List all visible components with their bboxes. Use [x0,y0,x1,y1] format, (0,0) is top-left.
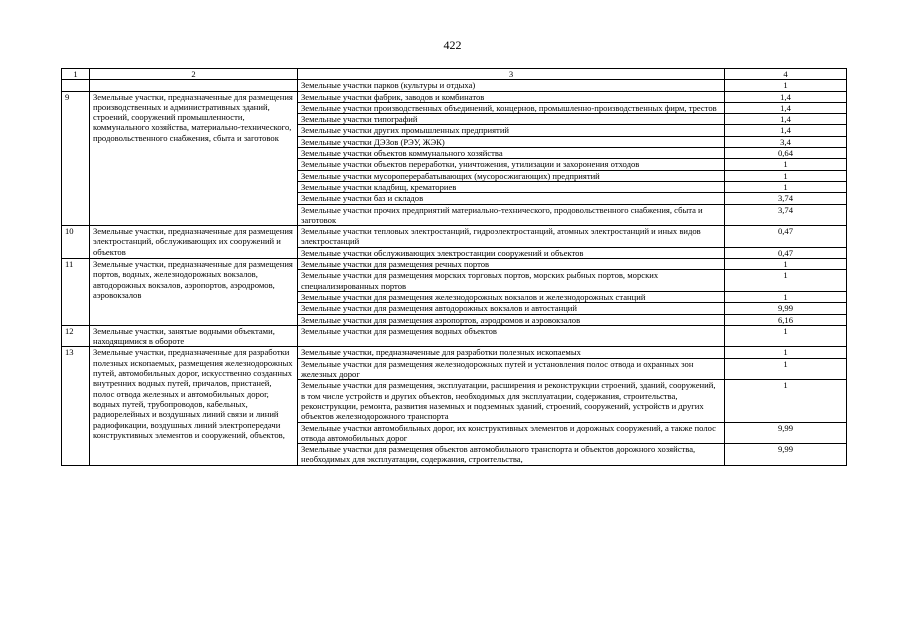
land-use-description: Земельные участки мусороперерабатывающих (мусоросжигающих) предприятий [298,170,725,181]
land-use-description: Земельные участки обслуживающих электростанции сооружений и объектов [298,247,725,258]
coefficient-value: 3,4 [725,136,847,147]
land-use-description: Земельные участки прочих предприятий материально-технического, продовольственного снабжения, сбыта и заготовок [298,204,725,226]
coefficient-value: 1 [725,291,847,302]
land-use-description: Земельные участки для размещения водных объектов [298,325,725,347]
group-number: 11 [62,259,90,326]
coefficient-value: 9,99 [725,422,847,444]
coefficient-value: 1 [725,325,847,347]
land-category: Земельные участки, занятые водными объектами, находящимися в обороте [90,325,298,347]
land-use-description: Земельные участки для размещения аэропортов, аэродромов и аэровокзалов [298,314,725,325]
land-use-description: Земельные участки для размещения автодорожных вокзалов и автостанций [298,303,725,314]
land-category: Земельные участки, предназначенные для размещения портов, водных, железнодорожных вокзалов, автодорожных вокзалов, аэропортов, аэродромов, аэровокзалов [90,259,298,326]
land-use-description: Земельные участки для размещения, эксплуатации, расширения и реконструкции строений, зданий, сооружений, в том числе устройств и других объектов, необходимых для эксплуатации, содержания, строительства, реконструкции, ремонта, развития наземных и подземных зданий, строений, сооружений, устройств и других объектов железнодорожного транспорта [298,380,725,422]
coefficient-value: 3,74 [725,193,847,204]
coefficient-value: 1 [725,181,847,192]
land-category: Земельные участки, предназначенные для разработки полезных ископаемых, размещения железнодорожных путей, автомобильных дорог, искусственно созданных внутренних водных путей, причалов, пристаней, полос отвода железных и автомобильных дорог, водных путей, трубопроводов, кабельных, радиорелейных и воздушных линий связи и линий радиофикации, воздушных линий электропередачи конструктивных элементов и сооружений, объектов, [90,347,298,465]
table-row [62,259,847,270]
table-header-row [62,69,847,80]
column-header: 1 [62,69,90,80]
group-number: 13 [62,347,90,465]
coefficient-value: 1 [725,358,847,380]
coefficient-value: 1,4 [725,125,847,136]
group-number: 12 [62,325,90,347]
land-use-description: Земельные участки фабрик, заводов и комбинатов [298,91,725,102]
tariff-table [61,68,847,466]
land-use-description: Земельные участки для размещения морских торговых портов, морских рыбных портов, морских специализированных портов [298,270,725,292]
land-category: Земельные участки, предназначенные для размещения производственных и административных зданий, строений, сооружений промышленности, коммунального хозяйства, материально-технического, продовольственного снабжения, сбыта и заготовок [90,91,298,226]
land-use-description: Земельные участки объектов коммунального хозяйства [298,148,725,159]
group-number: 9 [62,91,90,226]
column-header: 3 [298,69,725,80]
column-header: 4 [725,69,847,80]
coefficient-value: 1 [725,259,847,270]
land-use-description: Земельные участки объектов переработки, уничтожения, утилизации и захоронения отходов [298,159,725,170]
group-number [62,80,90,91]
group-number: 10 [62,226,90,259]
coefficient-value: 1,4 [725,102,847,113]
coefficient-value: 0,47 [725,226,847,248]
page-number: 422 [443,38,462,52]
table-row [62,80,847,91]
land-use-description: Земельные участки для размещения железнодорожных путей и установления полос отвода и охранных зон железных дорог [298,358,725,380]
coefficient-value: 1 [725,380,847,422]
coefficient-value: 1 [725,347,847,358]
land-use-description: Земельные участки кладбищ, крематориев [298,181,725,192]
coefficient-value: 3,74 [725,204,847,226]
column-header: 2 [90,69,298,80]
coefficient-value: 1 [725,170,847,181]
coefficient-value: 9,99 [725,303,847,314]
land-use-description: Земельные участки для размещения железнодорожных вокзалов и железнодорожных станций [298,291,725,302]
coefficient-value: 1,4 [725,114,847,125]
land-category: Земельные участки, предназначенные для размещения электростанций, обслуживающих их сооружений и объектов [90,226,298,259]
land-use-description: Земельные участки для размещения объектов автомобильного транспорта и объектов дорожного хозяйства, необходимых для эксплуатации, содержания, строительства, [298,444,725,466]
land-use-description: Земельные участки автомобильных дорог, их конструктивных элементов и дорожных сооружений, а также полос отвода автомобильных дорог [298,422,725,444]
coefficient-value: 0,64 [725,148,847,159]
land-use-description: Земельные участки, предназначенные для разработки полезных ископаемых [298,347,725,358]
coefficient-value: 0,47 [725,247,847,258]
coefficient-value: 1 [725,159,847,170]
land-category [90,80,298,91]
land-use-description: Земельные участки для размещения речных портов [298,259,725,270]
coefficient-value: 1 [725,270,847,292]
land-use-description: Земельные участки тепловых электростанций, гидроэлектростанций, атомных электростанций и иных видов электростанций [298,226,725,248]
coefficient-value: 9,99 [725,444,847,466]
table-row [62,325,847,347]
coefficient-value: 1,4 [725,91,847,102]
land-use-description: Земельные участки производственных объединений, концернов, промышленно-производственных фирм, трестов [298,102,725,113]
coefficient-value: 1 [725,80,847,91]
land-use-description: Земельные участки ДЭЗов (РЭУ, ЖЭК) [298,136,725,147]
table-row [62,226,847,248]
land-use-description: Земельные участки парков (культуры и отдыха) [298,80,725,91]
land-use-description: Земельные участки баз и складов [298,193,725,204]
table-row [62,91,847,102]
land-use-description: Земельные участки типографий [298,114,725,125]
coefficient-value: 6,16 [725,314,847,325]
land-use-description: Земельные участки других промышленных предприятий [298,125,725,136]
table-row [62,347,847,358]
